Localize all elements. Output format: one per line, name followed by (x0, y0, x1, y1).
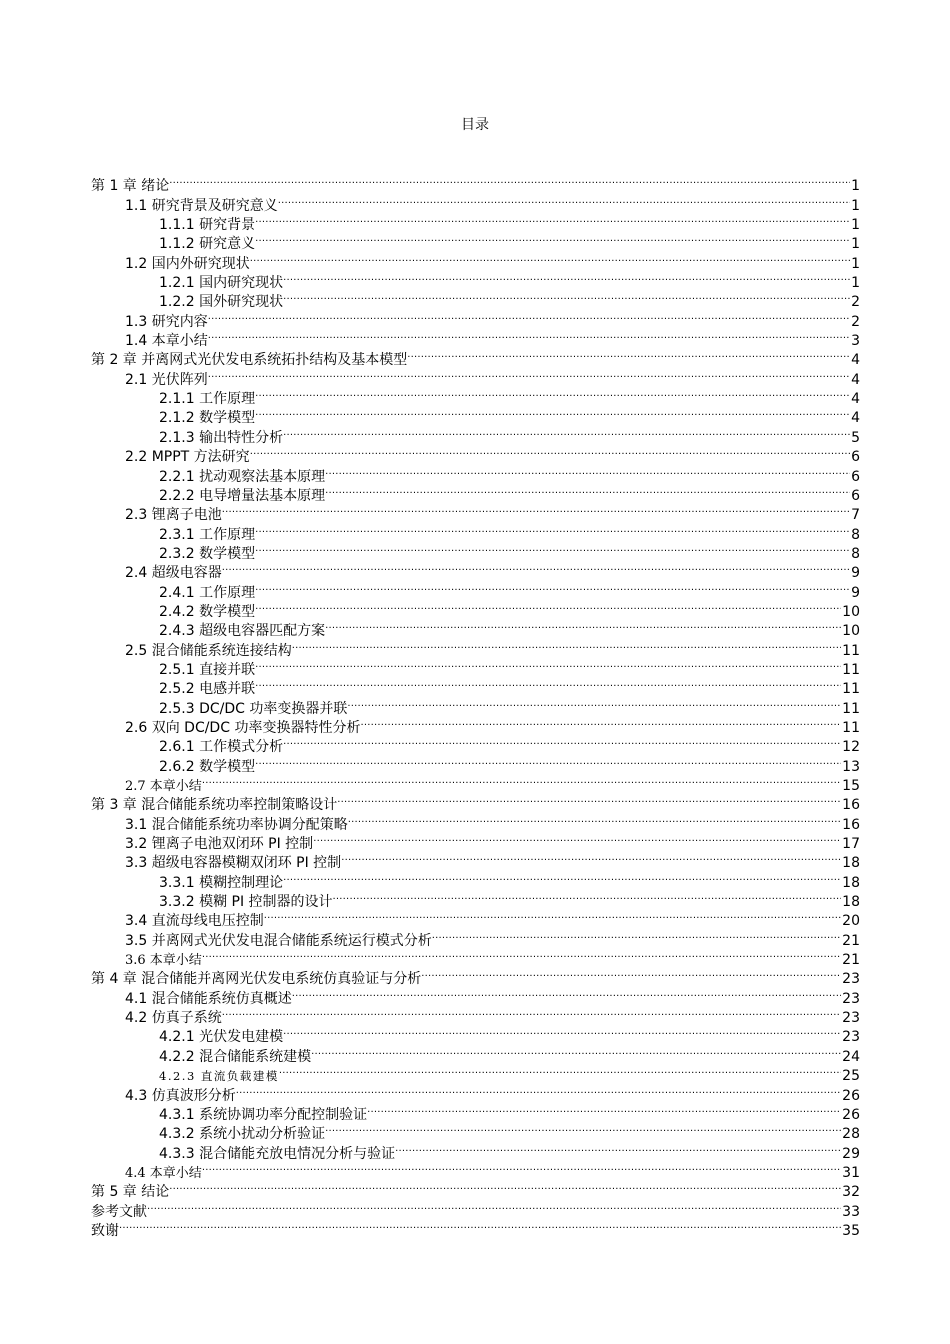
toc-entry-label: 2.3.1 工作原理 (159, 526, 256, 543)
toc-entry-label: 4.2 仿真子系统 (125, 1010, 222, 1027)
toc-entry-label: 2.3.2 数学模型 (159, 545, 256, 562)
toc-dot-leader (222, 558, 850, 577)
toc-entry-label: 2.2.1 扰动观察法基本原理 (159, 468, 326, 485)
toc-page-number: 26 (842, 1106, 860, 1123)
toc-dot-leader (283, 1022, 841, 1041)
toc-page-number: 11 (842, 681, 860, 698)
toc-page-number: 4 (851, 391, 860, 408)
toc-dot-leader (255, 519, 850, 538)
toc-entry-label: 第 5 章 结论 (91, 1184, 170, 1201)
toc-dot-leader (147, 1196, 841, 1215)
toc-dot-leader (169, 1177, 841, 1196)
toc-entry[interactable] (91, 171, 860, 195)
toc-dot-leader (337, 790, 841, 809)
toc-entry-label: 2.5.3 DC/DC 功率变换器并联 (159, 700, 348, 717)
toc-page-number: 4 (851, 410, 860, 427)
toc-entry[interactable] (91, 964, 860, 988)
toc-page-number: 23 (842, 1010, 860, 1027)
toc-dot-leader (255, 597, 841, 616)
toc-entry-label: 1.2.2 国外研究现状 (159, 294, 284, 311)
toc-page-number: 1 (851, 178, 860, 195)
toc-entry-label: 4.1 混合储能系统仿真概述 (125, 990, 292, 1007)
toc-entry-label: 2.7 本章小结 (125, 779, 202, 794)
toc-dot-leader (325, 616, 841, 635)
toc-page-number: 18 (842, 874, 860, 891)
toc-dot-leader (283, 732, 841, 751)
toc-dot-leader (333, 887, 842, 906)
toc-entry-label: 致谢 (91, 1222, 119, 1239)
toc-dot-leader (360, 713, 841, 732)
toc-dot-leader (255, 674, 841, 693)
toc-entry-label: 3.4 直流母线电压控制 (125, 913, 264, 930)
toc-page-number: 1 (851, 275, 860, 292)
toc-page-number: 20 (842, 913, 860, 930)
toc-dot-leader (283, 268, 850, 287)
toc-page-number: 32 (842, 1184, 860, 1201)
toc-dot-leader (255, 403, 850, 422)
toc-entry-label: 3.1 混合储能系统功率协调分配策略 (125, 816, 348, 833)
toc-dot-leader (278, 190, 850, 209)
toc-page-number: 28 (842, 1126, 860, 1143)
toc-page-number: 3 (851, 333, 860, 350)
toc-entry-label: 2.3 锂离子电池 (125, 507, 222, 524)
toc-entry-label: 4.2.1 光伏发电建模 (159, 1029, 284, 1046)
toc-dot-leader (119, 1216, 841, 1235)
toc-page-number: 7 (851, 507, 860, 524)
toc-entry-label: 2.1.1 工作原理 (159, 391, 256, 408)
toc-page-number: 24 (842, 1048, 860, 1065)
toc-entry[interactable] (91, 771, 860, 794)
toc-page-number: 15 (842, 778, 860, 794)
toc-entry-label: 1.2.1 国内研究现状 (159, 275, 284, 292)
toc-dot-leader (367, 1100, 841, 1119)
toc-dot-leader (169, 171, 850, 190)
toc-entry-label: 2.1 光伏阵列 (125, 371, 208, 388)
toc-entry-label: 3.3.2 模糊 PI 控制器的设计 (159, 894, 333, 911)
toc-dot-leader (255, 577, 850, 596)
toc-entry[interactable] (91, 1158, 860, 1181)
toc-entry-label: 第 3 章 混合储能系统功率控制策略设计 (91, 797, 338, 814)
toc-entry-label: 3.3.1 模糊控制理论 (159, 874, 284, 891)
toc-page-number: 10 (842, 623, 860, 640)
toc-entry-label: 2.5 混合储能系统连接结构 (125, 642, 292, 659)
toc-entry-label: 3.3 超级电容器模糊双闭环 PI 控制 (125, 855, 342, 872)
toc-dot-leader (347, 693, 841, 712)
toc-dot-leader (325, 1119, 841, 1138)
table-of-contents (91, 171, 860, 1239)
toc-dot-leader (283, 287, 850, 306)
toc-page-number: 33 (842, 1203, 860, 1220)
toc-page-number: 11 (842, 642, 860, 659)
toc-page-number: 11 (842, 661, 860, 678)
toc-dot-leader (202, 945, 841, 964)
toc-page-number: 16 (842, 797, 860, 814)
toc-page-number: 2 (851, 313, 860, 330)
toc-page-number: 35 (842, 1222, 860, 1239)
toc-entry-label: 第 2 章 并离网式光伏发电系统拓扑结构及基本模型 (91, 352, 408, 369)
toc-page-number: 31 (842, 1164, 860, 1181)
toc-page-number: 4 (851, 371, 860, 388)
toc-dot-leader (255, 751, 841, 770)
toc-entry-label: 1.1.2 研究意义 (159, 236, 256, 253)
toc-dot-leader (432, 925, 841, 944)
toc-entry-label: 第 4 章 混合储能并离网光伏发电系统仿真验证与分析 (91, 971, 422, 988)
toc-entry-label: 3.2 锂离子电池双闭环 PI 控制 (125, 836, 314, 853)
toc-entry-label: 4.3.2 系统小扰动分析验证 (159, 1126, 326, 1143)
toc-entry-label: 4.3.3 混合储能充放电情况分析与验证 (159, 1145, 396, 1162)
toc-dot-leader (208, 306, 850, 325)
toc-entry-label: 4.2.3 直流负载建模 (159, 1069, 279, 1084)
toc-entry-label: 第 1 章 绪论 (91, 178, 170, 195)
toc-entry-label: 3.5 并离网式光伏发电混合储能系统运行模式分析 (125, 932, 432, 949)
toc-page-number: 17 (842, 836, 860, 853)
toc-page-number: 23 (842, 990, 860, 1007)
toc-entry-label: 1.2 国内外研究现状 (125, 255, 250, 272)
toc-entry[interactable] (91, 1196, 860, 1220)
toc-dot-leader (255, 384, 850, 403)
toc-page-number: 10 (842, 603, 860, 620)
toc-dot-leader (250, 442, 850, 461)
toc-page-number: 5 (851, 429, 860, 446)
toc-dot-leader (250, 248, 850, 267)
toc-entry-label: 2.1.2 数学模型 (159, 410, 256, 427)
toc-dot-leader (222, 500, 850, 519)
toc-dot-leader (325, 481, 850, 500)
toc-page-number: 12 (842, 739, 860, 756)
toc-dot-leader (341, 848, 841, 867)
toc-dot-leader (283, 422, 850, 441)
toc-dot-leader (255, 539, 850, 558)
toc-page-number: 13 (842, 758, 860, 775)
toc-dot-leader (421, 964, 841, 983)
toc-page-number: 1 (851, 236, 860, 253)
toc-entry[interactable] (91, 945, 860, 969)
toc-page-number: 21 (842, 932, 860, 949)
toc-entry-label: 4.2.2 混合储能系统建模 (159, 1048, 312, 1065)
toc-entry-label: 2.4.1 工作原理 (159, 584, 256, 601)
toc-title: 目录 (461, 117, 489, 133)
toc-entry-label: 1.1.1 研究背景 (159, 217, 256, 234)
toc-entry-label: 参考文献 (91, 1203, 147, 1220)
toc-dot-leader (222, 1003, 841, 1022)
toc-entry[interactable] (91, 190, 860, 214)
toc-page-number: 18 (842, 894, 860, 911)
toc-page-number: 26 (842, 1087, 860, 1104)
toc-page-number: 8 (851, 545, 860, 562)
toc-entry-label: 1.1 研究背景及研究意义 (125, 197, 278, 214)
toc-entry-label: 2.5.2 电感并联 (159, 681, 256, 698)
toc-page-number: 6 (851, 468, 860, 485)
toc-dot-leader (325, 461, 850, 480)
toc-dot-leader (236, 1080, 841, 1099)
toc-page-number: 29 (842, 1145, 860, 1162)
toc-entry-label: 2.1.3 输出特性分析 (159, 429, 284, 446)
toc-page-number: 1 (851, 217, 860, 234)
toc-page-number: 11 (842, 719, 860, 736)
toc-page-number: 25 (842, 1068, 860, 1085)
toc-entry-label: 2.4.2 数学模型 (159, 603, 256, 620)
toc-page-number: 18 (842, 855, 860, 872)
toc-page-number: 8 (851, 526, 860, 543)
toc-entry-label: 1.3 研究内容 (125, 313, 208, 330)
toc-entry[interactable] (91, 790, 860, 814)
toc-entry-label: 2.2.2 电导增量法基本原理 (159, 487, 326, 504)
toc-page-number: 16 (842, 816, 860, 833)
toc-entry-label: 2.4.3 超级电容器匹配方案 (159, 623, 326, 640)
toc-page-number: 6 (851, 449, 860, 466)
toc-entry-label: 2.4 超级电容器 (125, 565, 222, 582)
toc-entry-label: 3.6 本章小结 (125, 953, 202, 969)
toc-dot-leader (313, 829, 841, 848)
toc-entry[interactable] (91, 1216, 860, 1239)
toc-dot-leader (279, 1061, 841, 1080)
toc-entry-label: 2.5.1 直接并联 (159, 661, 256, 678)
toc-page-number: 6 (851, 487, 860, 504)
toc-page-number: 23 (842, 971, 860, 988)
toc-page-number: 21 (842, 952, 860, 969)
toc-entry-label: 2.6.2 数学模型 (159, 758, 256, 775)
toc-page-number: 2 (851, 294, 860, 311)
toc-dot-leader (208, 364, 850, 383)
toc-entry-label: 1.4 本章小结 (125, 333, 208, 350)
toc-entry-label: 4.3 仿真波形分析 (125, 1087, 236, 1104)
toc-dot-leader (311, 1041, 841, 1060)
toc-entry-label: 2.6.1 工作模式分析 (159, 739, 284, 756)
toc-dot-leader (264, 906, 841, 925)
toc-entry-label: 2.6 双向 DC/DC 功率变换器特性分析 (125, 719, 361, 736)
toc-page-number: 4 (851, 352, 860, 369)
toc-entry-label: 2.2 MPPT 方法研究 (125, 449, 250, 466)
toc-dot-leader (208, 326, 850, 345)
toc-entry-label: 4.3.1 系统协调功率分配控制验证 (159, 1106, 368, 1123)
toc-dot-leader (292, 983, 841, 1002)
toc-dot-leader (255, 229, 850, 248)
toc-dot-leader (202, 1158, 841, 1177)
toc-page-number: 1 (851, 197, 860, 214)
toc-page-number: 1 (851, 255, 860, 272)
toc-entry-label: 4.4 本章小结 (125, 1165, 202, 1181)
toc-dot-leader (255, 655, 841, 674)
toc-dot-leader (255, 210, 850, 229)
toc-dot-leader (348, 809, 841, 828)
toc-page-number: 9 (851, 584, 860, 601)
toc-dot-leader (292, 635, 841, 654)
toc-page-number: 9 (851, 565, 860, 582)
toc-page-number: 23 (842, 1029, 860, 1046)
toc-dot-leader (407, 345, 850, 364)
toc-entry[interactable] (91, 1177, 860, 1201)
toc-dot-leader (202, 771, 841, 790)
toc-dot-leader (395, 1138, 841, 1157)
toc-dot-leader (283, 867, 841, 886)
toc-page-number: 11 (842, 700, 860, 717)
